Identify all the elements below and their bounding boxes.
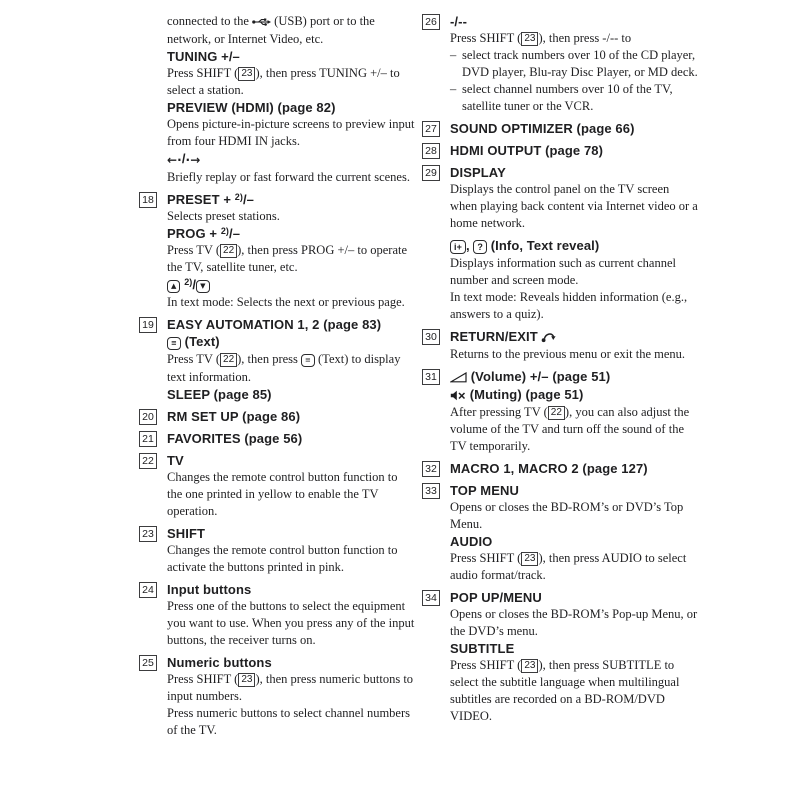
item-heading: PROG + $^{2)}$/–	[167, 226, 241, 241]
manual-item	[422, 368, 698, 455]
item-paragraph: Press SHIFT ( 23 ), then press numeric buttons to input numbers.	[167, 672, 414, 703]
list-item: – select track numbers over 10 of the CD player, DVD player, Blu-ray Disc Player, or MD deck.	[450, 47, 698, 81]
item-paragraph: Press TV ( 22 ), then press PROG +/– to operate the TV, satellite tuner, etc.	[167, 243, 408, 274]
item-number-badge: 31	[422, 369, 440, 385]
button-number-ref: 23	[238, 673, 255, 687]
item-heading: RETURN/EXIT	[450, 328, 698, 346]
item-content	[450, 482, 698, 584]
item-number-badge: 26	[422, 14, 440, 30]
item-paragraph: In text mode: Selects the next or previous page.	[167, 295, 405, 309]
item-heading: Numeric buttons	[167, 655, 272, 670]
item-heading: SUBTITLE	[450, 641, 515, 656]
item-content	[450, 368, 698, 455]
item-paragraph: Returns to the previous menu or exit the menu.	[450, 347, 686, 361]
item-content	[167, 191, 415, 311]
item-heading: EASY AUTOMATION 1, 2 (page 83)	[167, 317, 382, 332]
text-icon: ≡	[301, 352, 315, 369]
text-icon: ≡	[167, 334, 181, 351]
manual-item	[139, 452, 415, 520]
item-heading: PREVIEW (HDMI) (page 82)	[167, 100, 336, 115]
manual-item	[422, 120, 698, 137]
item-number-badge: 19	[139, 317, 157, 333]
item-number-badge: 24	[139, 582, 157, 598]
item-heading: HDMI OUTPUT (page 78)	[450, 143, 604, 158]
item-heading: SLEEP (page 85)	[167, 387, 272, 402]
footnote-superscript: 2)	[220, 226, 230, 236]
item-number-badge: 34	[422, 590, 440, 606]
item-content	[167, 316, 415, 403]
item-paragraph: Press numeric buttons to select channel numbers of the TV.	[167, 706, 410, 737]
button-number-ref: 23	[238, 67, 255, 81]
manual-item	[139, 13, 415, 186]
item-content	[167, 408, 415, 425]
item-number-badge: 20	[139, 409, 157, 425]
item-number-badge: 30	[422, 329, 440, 345]
item-heading: MACRO 1, MACRO 2 (page 127)	[450, 461, 648, 476]
item-number-badge: 18	[139, 192, 157, 208]
info-icon: i+	[450, 238, 466, 255]
item-paragraph: Press one of the buttons to select the equipment you want to use. When you press any of the input buttons, the receiver turns on.	[167, 599, 415, 647]
item-content	[450, 328, 698, 363]
volume-icon	[450, 369, 467, 386]
item-heading: TV	[167, 453, 184, 468]
item-paragraph: Press SHIFT ( 23 ), then press -/-- to	[450, 31, 632, 45]
item-number-badge: 33	[422, 483, 440, 499]
item-paragraph: Displays the control panel on the TV screen when playing back content via Internet video or a home network.	[450, 182, 698, 230]
item-paragraph: Press TV ( 22 ), then press ≡ (Text) to display text information.	[167, 352, 401, 384]
item-content	[167, 525, 415, 576]
item-number-badge: 22	[139, 453, 157, 469]
item-heading: SHIFT	[167, 526, 206, 541]
item-heading: TOP MENU	[450, 483, 519, 498]
item-content	[167, 13, 415, 186]
item-heading: TUNING +/–	[167, 49, 240, 64]
item-content	[450, 120, 698, 137]
item-heading: POP UP/MENU	[450, 590, 542, 605]
item-heading: (Volume) +/– (page 51)	[450, 368, 698, 386]
item-heading: ≡ (Text)	[167, 333, 415, 351]
item-content	[167, 452, 415, 520]
item-heading: Input buttons	[167, 582, 252, 597]
button-number-ref: 22	[220, 244, 237, 258]
instant-replay-icon: ←·	[167, 153, 182, 167]
manual-item	[422, 13, 698, 115]
item-paragraph: Briefly replay or fast forward the current scenes.	[167, 170, 410, 184]
instant-advance-icon: ·→	[185, 153, 201, 167]
item-icon-line: ▲ $^{2)}$/ ▼	[167, 276, 415, 294]
manual-item	[422, 164, 698, 323]
manual-item	[139, 430, 415, 447]
manual-item	[422, 142, 698, 159]
manual-item	[422, 589, 698, 725]
item-content	[450, 589, 698, 725]
manual-item	[422, 482, 698, 584]
item-paragraph: Press SHIFT ( 23 ), then press SUBTITLE to select the subtitle language when multilingual subtitles are recorded on a BD-ROM/DVD VIDEO.	[450, 658, 680, 723]
item-paragraph: Opens or closes the BD-ROM’s Pop-up Menu, or the DVD’s menu.	[450, 607, 698, 638]
item-content	[167, 430, 415, 447]
button-number-ref: 23	[521, 32, 538, 46]
item-heading: PRESET + $^{2)}$/–	[167, 192, 254, 207]
item-icon-line: ←·/·→	[167, 151, 201, 167]
item-paragraph: Opens or closes the BD-ROM’s or DVD’s Top Menu.	[450, 500, 684, 531]
item-paragraph: Press SHIFT ( 23 ), then press AUDIO to select audio format/track.	[450, 551, 687, 582]
item-paragraph: Changes the remote control button function to the one printed in yellow to enable the TV operation.	[167, 470, 398, 518]
item-number-badge: 25	[139, 655, 157, 671]
manual-item	[139, 525, 415, 576]
item-paragraph: Opens picture-in-picture screens to preview input from four HDMI IN jacks.	[167, 117, 415, 148]
item-number-badge: 32	[422, 461, 440, 477]
button-number-ref: 22	[548, 406, 565, 420]
item-heading: -/--	[450, 14, 467, 29]
item-number-badge: 21	[139, 431, 157, 447]
item-paragraph: Changes the remote control button function to activate the buttons printed in pink.	[167, 543, 398, 574]
item-content	[450, 164, 698, 323]
item-heading: (Muting) (page 51)	[450, 386, 698, 404]
text-reveal-icon: ?	[473, 238, 487, 255]
item-number-badge: 28	[422, 143, 440, 159]
footnote-superscript: 2)	[184, 277, 193, 287]
manual-item	[139, 654, 415, 739]
right-column	[422, 13, 698, 730]
manual-item	[139, 191, 415, 311]
item-content	[450, 460, 698, 477]
item-heading: SOUND OPTIMIZER (page 66)	[450, 121, 635, 136]
page-down-icon: ▼	[196, 277, 209, 294]
manual-item	[422, 328, 698, 363]
muting-icon	[450, 387, 466, 404]
item-number-badge: 29	[422, 165, 440, 181]
manual-item	[422, 460, 698, 477]
item-paragraph: Displays information such as current channel number and screen mode.	[450, 256, 676, 287]
item-paragraph: Press SHIFT ( 23 ), then press TUNING +/– to select a station.	[167, 66, 400, 97]
manual-item	[139, 581, 415, 649]
button-number-ref: 23	[521, 659, 538, 673]
item-heading: RM SET UP (page 86)	[167, 409, 301, 424]
item-content	[167, 654, 415, 739]
item-content	[450, 142, 698, 159]
usb-icon	[252, 14, 271, 31]
item-paragraph: After pressing TV ( 22 ), you can also adjust the volume of the TV and turn off the sound of the TV temporarily.	[450, 405, 690, 453]
list-item: – select channel numbers over 10 of the TV, satellite tuner or the VCR.	[450, 81, 698, 115]
item-heading: i+ , ? (Info, Text reveal)	[450, 237, 698, 255]
item-paragraph: connected to the (USB) port or to the network, or Internet Video, etc.	[167, 14, 375, 46]
item-paragraph: In text mode: Reveals hidden information (e.g., answers to a quiz).	[450, 290, 688, 321]
return-exit-icon	[541, 329, 556, 346]
button-number-ref: 22	[220, 353, 237, 367]
item-number-badge: 27	[422, 121, 440, 137]
item-content	[167, 581, 415, 649]
item-paragraph: Selects preset stations.	[167, 209, 280, 223]
manual-item	[139, 408, 415, 425]
item-content	[450, 13, 698, 115]
manual-item	[139, 316, 415, 403]
item-heading: AUDIO	[450, 534, 493, 549]
footnote-superscript: 2)	[234, 192, 243, 202]
left-column	[139, 13, 415, 744]
item-heading: DISPLAY	[450, 165, 506, 180]
item-number-badge: 23	[139, 526, 157, 542]
button-number-ref: 23	[521, 552, 538, 566]
page-up-icon: ▲	[167, 277, 180, 294]
item-heading: FAVORITES (page 56)	[167, 431, 303, 446]
